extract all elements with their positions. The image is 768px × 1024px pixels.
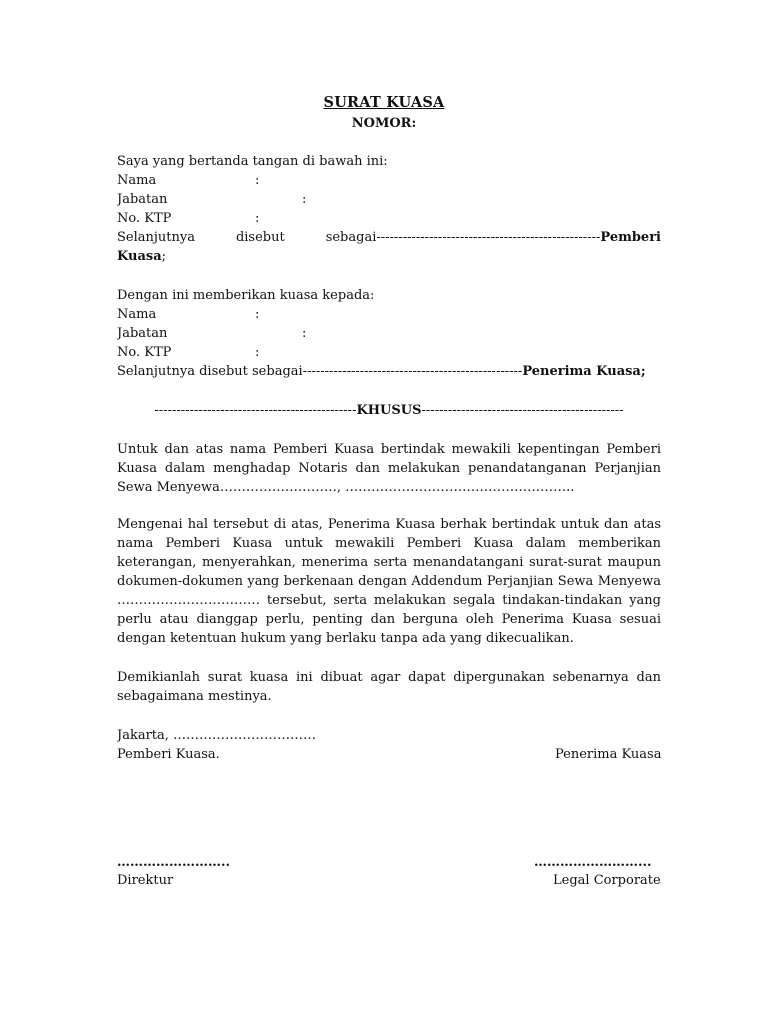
paragraph-authority: Untuk dan atas nama Pemberi Kuasa bertindak mewakili kepentingan Pemberi Kuasa dalam menghadap Notaris dan melakukan penandatanganan Perjanjian Sewa Menyewa………………………, ……………………………………………..	[117, 442, 661, 495]
khusus-heading: KHUSUS	[356, 403, 422, 418]
place-date: Jakarta, ……………………………	[117, 728, 317, 743]
grantee-name-label: Nama	[117, 307, 157, 322]
grantor-position-row	[117, 190, 661, 209]
signature-left-line: ……………………..	[117, 855, 231, 870]
khusus-divider	[117, 401, 661, 420]
grantor-designation-line	[117, 228, 661, 247]
khusus-right-dashes: ----------------------------------------------	[421, 403, 624, 418]
grantee-designation-role: Penerima Kuasa;	[522, 364, 646, 379]
grantor-position-label: Jabatan	[117, 192, 168, 207]
intro-text: Saya yang bertanda tangan di bawah ini:	[117, 154, 388, 169]
grantor-name-label: Nama	[117, 173, 157, 188]
grantor-designation-end: ;	[161, 249, 167, 264]
grantee-ktp-label: No. KTP	[117, 345, 172, 360]
grantor-name-row	[117, 171, 661, 190]
grantor-designation-role-2: Kuasa	[117, 249, 162, 264]
grantor-designation-line-2	[117, 247, 661, 266]
grantor-ktp-label: No. KTP	[117, 211, 172, 226]
khusus-left-dashes: ----------------------------------------------	[154, 403, 357, 418]
grantee-name-colon: :	[255, 307, 260, 322]
grantee-designation-dashes: --------------------------------------------------	[302, 364, 523, 379]
grantee-designation-line	[117, 362, 661, 381]
grantee-position-row	[117, 324, 661, 343]
grantor-name-colon: :	[255, 173, 260, 188]
document-number: NOMOR:	[351, 116, 417, 131]
grantor-designation-role-1: Pemberi	[600, 230, 661, 245]
grantor-ktp-colon: :	[255, 211, 260, 226]
grantee-ktp-row	[117, 343, 661, 362]
grantor-designation-dashes: ---------------------------------------------------	[376, 230, 601, 245]
signature-left-role: Pemberi Kuasa.	[117, 747, 220, 762]
grantee-position-colon: :	[302, 326, 307, 341]
grantee-designation-prefix: Selanjutnya disebut sebagai	[117, 364, 303, 379]
paragraph-closing: Demikianlah surat kuasa ini dibuat agar dapat dipergunakan sebenarnya dan sebagaimana mestinya.	[117, 670, 661, 704]
grant-intro-text: Dengan ini memberikan kuasa kepada:	[117, 288, 375, 303]
grantee-name-row	[117, 305, 661, 324]
signature-right-role: Penerima Kuasa	[555, 747, 662, 762]
grantor-designation-prefix: Selanjutnya disebut sebagai	[117, 230, 377, 245]
grantor-ktp-row	[117, 209, 661, 228]
grantee-position-label: Jabatan	[117, 326, 168, 341]
signature-left-title: Direktur	[117, 873, 174, 888]
signature-right-title: Legal Corporate	[553, 873, 661, 888]
paragraph-scope: Mengenai hal tersebut di atas, Penerima Kuasa berhak bertindak untuk dan atas nama Pemberi Kuasa untuk mewakili Pemberi Kuasa dalam memberikan keterangan, menyerahkan, menerima serta menandatangani surat-surat maupun dokumen-dokumen yang berkenaan dengan Addendum Perjanjian Sewa Menyewa …………………………… tersebut, serta melakukan segala tindakan-tindakan yang perlu atau dianggap perlu, penting dan berguna oleh Penerima Kuasa sesuai dengan ketentuan hukum yang berlaku tanpa ada yang dikecualikan.	[117, 517, 661, 646]
document-title: SURAT KUASA	[323, 94, 445, 111]
grantee-ktp-colon: :	[255, 345, 260, 360]
signature-right-line: ……………………...	[534, 855, 652, 870]
grantor-position-colon: :	[302, 192, 307, 207]
